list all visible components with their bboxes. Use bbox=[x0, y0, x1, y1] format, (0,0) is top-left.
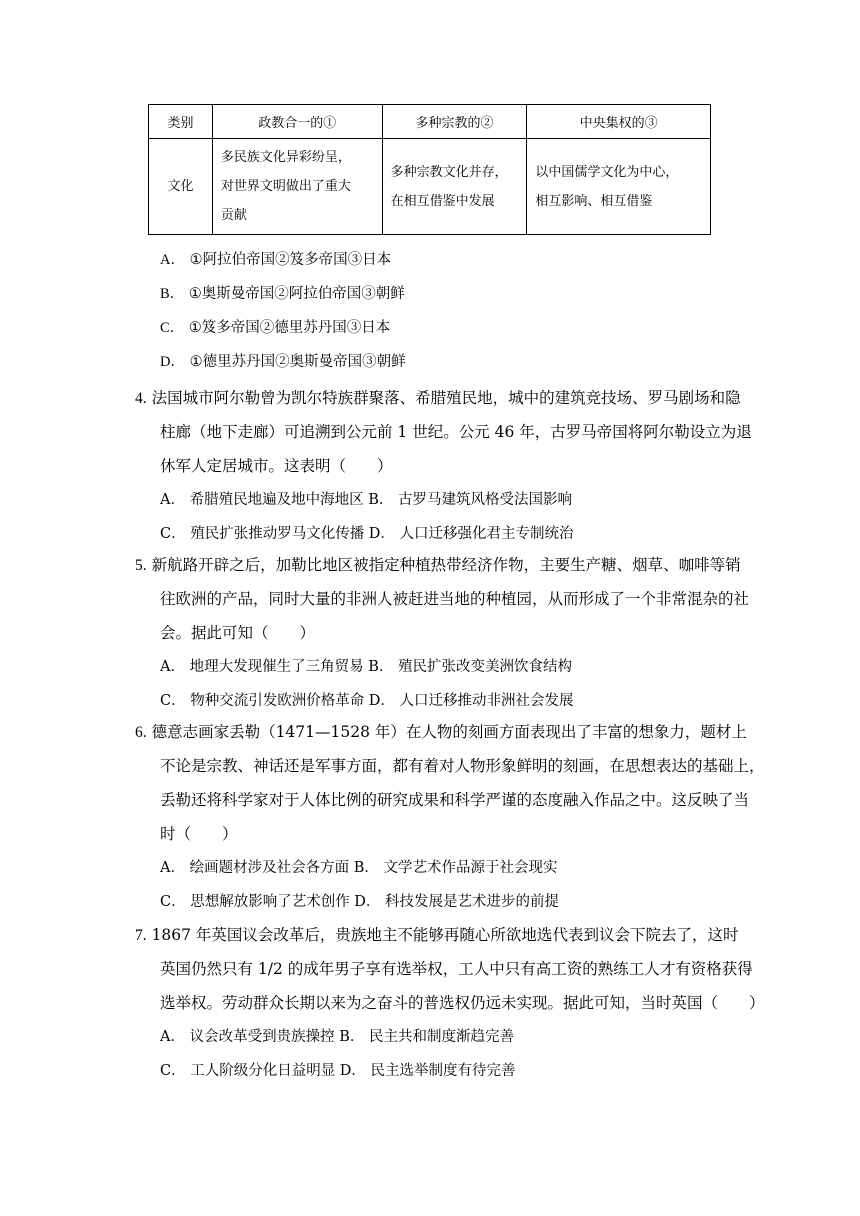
cell-line: 相互影响、相互借鉴 bbox=[535, 193, 653, 209]
option-row: A． 地理大发现催生了三角贸易 B． 殖民扩张改变美洲饮食结构 bbox=[160, 659, 572, 675]
option-row: C． 物种交流引发欧洲价格革命 D． 人口迁移推动非洲社会发展 bbox=[160, 693, 574, 709]
table-row bbox=[149, 139, 711, 235]
question-number: 7. bbox=[135, 927, 147, 944]
q3-option-c bbox=[160, 316, 390, 337]
question-line: 休军人定居城市。这表明（ ） bbox=[160, 457, 393, 475]
option-row: A． 议会改革受到贵族操控 B． 民主共和制度渐趋完善 bbox=[160, 1029, 514, 1045]
question-line: 1867 年英国议会改革后，贵族地主不能够再随心所欲地选代表到议会下院去了，这时 bbox=[151, 926, 739, 944]
option-text: ①奥斯曼帝国②阿拉伯帝国③朝鲜 bbox=[188, 286, 405, 302]
question-line: 时（ ） bbox=[160, 825, 238, 843]
table-cell bbox=[382, 139, 527, 235]
cell-line: 以中国儒学文化为中心， bbox=[535, 164, 679, 180]
question-line: 往欧洲的产品，同时大量的非洲人被赶进当地的种植园，从而形成了一个非常混杂的社 bbox=[160, 590, 750, 608]
option-row: A． 希腊殖民地遍及地中海地区 B． 古罗马建筑风格受法国影响 bbox=[160, 492, 572, 508]
cell-line: 对世界文明做出了重大 bbox=[220, 179, 351, 194]
q3-option-b bbox=[160, 282, 405, 303]
cell-line: 多种宗教文化并存， bbox=[390, 164, 508, 180]
option-text: ①笈多帝国②德里苏丹国③日本 bbox=[188, 320, 391, 336]
question-line: 法国城市阿尔勒曾为凯尔特族群聚落、希腊殖民地，城中的建筑竞技场、罗马剧场和隐 bbox=[151, 389, 741, 407]
option-letter: A． bbox=[160, 252, 185, 268]
cell-line: 多民族文化异彩纷呈， bbox=[220, 150, 351, 165]
question-line: 英国仍然只有 1/2 的成年男子享有选举权，工人中只有高工资的熟练工人才有资格获得 bbox=[160, 960, 753, 978]
question-line: 新航路开辟之后，加勒比地区被指定种植热带经济作物，主要生产糖、烟草、咖啡等销 bbox=[151, 556, 741, 574]
option-text: ①德里苏丹国②奥斯曼帝国③朝鲜 bbox=[189, 354, 406, 370]
table-header: 类别 bbox=[149, 105, 213, 139]
question-line: 丢勒还将科学家对于人体比例的研究成果和科学严谨的态度融入作品之中。这反映了当 bbox=[160, 791, 750, 809]
table-cell-label: 文化 bbox=[149, 139, 213, 235]
table-header: 政教合一的① bbox=[212, 105, 382, 139]
question-number: 5. bbox=[135, 557, 147, 574]
question-number: 6. bbox=[135, 724, 147, 741]
table-cell bbox=[212, 139, 382, 235]
question-line: 柱廊（地下走廊）可追溯到公元前 1 世纪。公元 46 年，古罗马帝国将阿尔勒设立为退 bbox=[160, 423, 752, 441]
cell-line: 贡献 bbox=[220, 208, 247, 223]
option-row: C． 思想解放影响了艺术创作 D． 科技发展是艺术进步的前提 bbox=[160, 894, 560, 910]
question-6 bbox=[135, 715, 765, 919]
option-letter: D． bbox=[160, 354, 185, 370]
option-text: ①阿拉伯帝国②笈多帝国③日本 bbox=[189, 252, 392, 268]
q3-option-a bbox=[160, 248, 391, 269]
question-7 bbox=[135, 918, 765, 1088]
table-header: 中央集权的③ bbox=[527, 105, 711, 139]
option-letter: B． bbox=[160, 286, 185, 302]
option-row: C． 殖民扩张推动罗马文化传播 D． 人口迁移强化君主专制统治 bbox=[160, 526, 574, 542]
q3-option-d bbox=[160, 350, 406, 371]
question-line: 会。据此可知（ ） bbox=[160, 624, 316, 642]
table-header-row bbox=[149, 105, 711, 139]
comparison-table bbox=[148, 104, 711, 235]
question-5 bbox=[135, 548, 750, 718]
option-row: A． 绘画题材涉及社会各方面 B． 文学艺术作品源于社会现实 bbox=[160, 860, 558, 876]
question-line: 不论是宗教、神话还是军事方面，都有着对人物形象鲜明的刻画，在思想表达的基础上， bbox=[160, 757, 765, 775]
option-row: C． 工人阶级分化日益明显 D． 民主选举制度有待完善 bbox=[160, 1063, 516, 1079]
table-header: 多种宗教的② bbox=[382, 105, 527, 139]
question-line: 选举权。劳动群众长期以来为之奋斗的普选权仍远未实现。据此可知，当时英国（ ） bbox=[160, 994, 765, 1012]
question-4 bbox=[135, 381, 752, 551]
table-cell bbox=[527, 139, 711, 235]
question-line: 德意志画家丢勒（1471—1528 年）在人物的刻画方面表现出了丰富的想象力，题材上 bbox=[151, 723, 747, 741]
option-letter: C． bbox=[160, 320, 185, 336]
question-number: 4. bbox=[135, 390, 147, 407]
cell-line: 在相互借鉴中发展 bbox=[390, 193, 495, 209]
